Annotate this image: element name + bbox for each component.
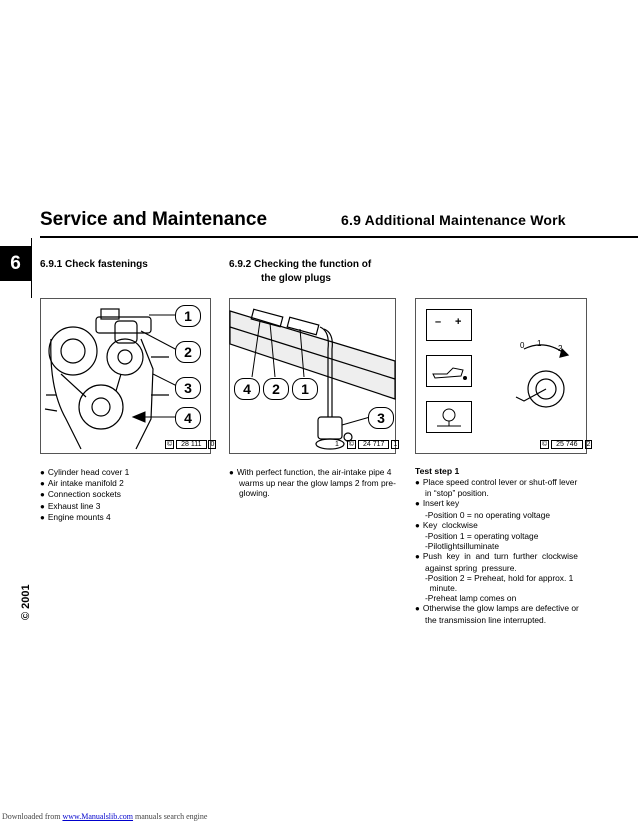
test-step-heading: Test step 1 [415, 466, 460, 476]
callout-4: 4 [234, 378, 260, 400]
callout-1: 1 [292, 378, 318, 400]
figure-code-number: 24 717 [358, 440, 389, 449]
heading-line-2: the glow plugs [261, 273, 331, 284]
list-item: ● Engine mounts 4 [40, 512, 220, 523]
page-title: Service and Maintenance [40, 209, 268, 230]
list-item-continuation: -Pilotlightsilluminate [425, 541, 500, 552]
section-heading-check-fastenings: 6.9.1 Check fastenings [40, 259, 148, 270]
callout-4: 4 [175, 407, 201, 429]
figure-code-number: 25 746 [551, 440, 582, 449]
manualslib-link[interactable]: www.Manualslib.com [62, 812, 134, 821]
list-item: ● Otherwise the glow lamps are defective or [415, 603, 593, 614]
copyright-text: © 2001 [20, 584, 32, 620]
glow-plug-note [229, 467, 399, 499]
switch-position-0: 0 [520, 341, 525, 350]
list-item-continuation: in “stop” position. [425, 488, 489, 499]
list-item-continuation: warms up near the glow lamps 2 from pre- [239, 478, 396, 489]
callout-3: 3 [368, 407, 394, 429]
callout-3: 3 [175, 377, 201, 399]
list-item-continuation: -Preheat lamp comes on [425, 593, 517, 604]
figure-code-copyright: © [167, 441, 173, 448]
header-rule [40, 236, 638, 238]
list-item-continuation: against spring pressure. [425, 562, 517, 573]
footer-prefix: Downloaded from [2, 812, 63, 821]
glow-plug-illustration [230, 299, 395, 453]
callout-2: 2 [175, 341, 201, 363]
list-item-continuation: -Position 0 = no operating voltage [425, 509, 551, 520]
test-step-list [415, 477, 593, 625]
figure-code-suffix: 2 [586, 441, 591, 448]
list-item: ● With perfect function, the air-intake pipe 4 [229, 467, 399, 478]
figure-code [540, 441, 592, 448]
figure-code [165, 441, 216, 448]
list-item-continuation: minute. [425, 583, 458, 594]
figure-mark: 1 [335, 441, 339, 448]
chapter-tab: 6 [0, 246, 31, 281]
list-item-continuation: the transmission line interrupted. [425, 614, 547, 625]
list-item: ● Cylinder head cover 1 [40, 467, 220, 478]
switch-position-1: 1 [537, 339, 542, 348]
chapter-rule [31, 238, 32, 298]
list-item: ● Air intake manifold 2 [40, 478, 220, 489]
glow-lamp-icon [426, 401, 472, 433]
figure-glow-plugs [229, 298, 396, 454]
oil-pressure-icon [426, 355, 472, 387]
heading-line-1: 6.9.2 Checking the function of [229, 259, 372, 270]
battery-plus: + [455, 316, 462, 328]
list-item: ● Connection sockets [40, 489, 220, 500]
list-item: ● Key clockwise [415, 520, 593, 531]
list-item-continuation: -Position 2 = Preheat, hold for approx. 1 [425, 572, 574, 583]
download-footer [2, 812, 207, 821]
figure-code [335, 441, 399, 448]
switch-position-2: 2 [558, 344, 563, 353]
figure-code-copyright: © [348, 441, 355, 448]
figure-code-suffix: 1 [393, 441, 398, 448]
callout-2: 2 [263, 378, 289, 400]
list-item: ● Insert key [415, 498, 593, 509]
list-item: ● Exhaust line 3 [40, 501, 220, 512]
figure-code-copyright: © [542, 441, 548, 448]
figure-code-suffix: 0 [210, 441, 215, 448]
callout-1: 1 [175, 305, 201, 327]
battery-minus: – [435, 316, 442, 328]
section-heading-glow-plugs [229, 258, 371, 286]
list-item-continuation: -Position 1 = operating voltage [425, 531, 539, 542]
list-item: ● Push key in and turn further clockwise [415, 551, 593, 562]
figure-code-number: 28 111 [176, 440, 206, 449]
list-item: ● Place speed control lever or shut-off lever [415, 477, 593, 488]
footer-suffix: manuals search engine [133, 812, 208, 821]
list-item-continuation: glowing. [239, 488, 270, 499]
figure-key-switch [415, 298, 591, 454]
battery-icon [426, 309, 472, 341]
section-title: 6.9 Additional Maintenance Work [341, 212, 566, 228]
copyright-mark [18, 580, 38, 620]
figure-engine-fastenings [40, 298, 215, 454]
fastenings-list [40, 467, 220, 523]
